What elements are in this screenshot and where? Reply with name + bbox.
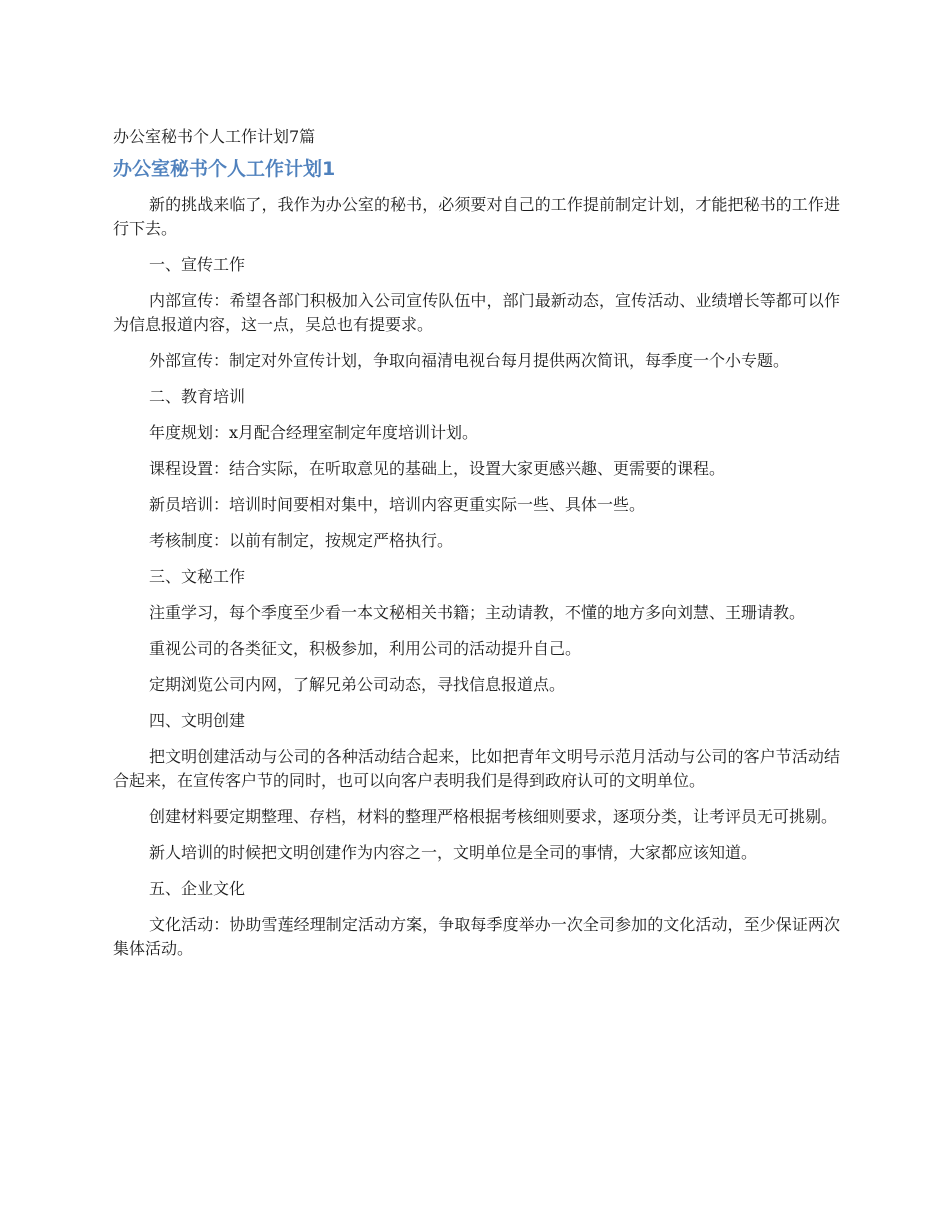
paragraph: 内部宣传：希望各部门积极加入公司宣传队伍中，部门最新动态，宣传活动、业绩增长等都可以作为信息报道内容，这一点，吴总也有提要求。	[113, 291, 840, 334]
paragraph: 课程设置：结合实际，在听取意见的基础上，设置大家更感兴趣、更需要的课程。	[149, 459, 726, 478]
paragraph: 把文明创建活动与公司的各种活动结合起来，比如把青年文明号示范月活动与公司的客户节活动结合起来，在宣传客户节的同时，也可以向客户表明我们是得到政府认可的文明单位。	[113, 747, 840, 790]
paragraph: 注重学习，每个季度至少看一本文秘相关书籍；主动请教，不懂的地方多向刘慧、王珊请教。	[149, 603, 806, 622]
paragraph: 定期浏览公司内网，了解兄弟公司动态，寻找信息报道点。	[149, 675, 566, 694]
paragraph: 外部宣传：制定对外宣传计划，争取向福清电视台每月提供两次简讯，每季度一个小专题。	[149, 351, 790, 370]
document-title: 办公室秘书个人工作计划7篇	[113, 127, 316, 146]
document-body	[113, 193, 840, 961]
paragraph: 文化活动：协助雪莲经理制定活动方案，争取每季度举办一次全司参加的文化活动，至少保证两次集体活动。	[113, 915, 840, 958]
paragraph: 四、文明创建	[149, 711, 246, 730]
paragraph: 创建材料要定期整理、存档，材料的整理严格根据考核细则要求，逐项分类，让考评员无可挑剔。	[149, 807, 838, 826]
paragraph: 新员培训：培训时间要相对集中，培训内容更重实际一些、具体一些。	[149, 495, 646, 514]
paragraph: 新的挑战来临了，我作为办公室的秘书，必须要对自己的工作提前制定计划，才能把秘书的工作进行下去。	[113, 195, 840, 238]
paragraph: 新人培训的时候把文明创建作为内容之一，文明单位是全司的事情，大家都应该知道。	[149, 843, 758, 862]
paragraph: 重视公司的各类征文，积极参加，利用公司的活动提升自己。	[149, 639, 582, 658]
document-page	[113, 125, 840, 973]
section-heading: 办公室秘书个人工作计划1	[113, 158, 336, 180]
paragraph: 一、宣传工作	[149, 255, 246, 274]
paragraph: 年度规划：x月配合经理室制定年度培训计划。	[149, 423, 479, 442]
paragraph: 考核制度：以前有制定，按规定严格执行。	[149, 531, 454, 550]
paragraph: 五、企业文化	[149, 879, 246, 898]
paragraph: 三、文秘工作	[149, 567, 246, 586]
paragraph: 二、教育培训	[149, 387, 246, 406]
